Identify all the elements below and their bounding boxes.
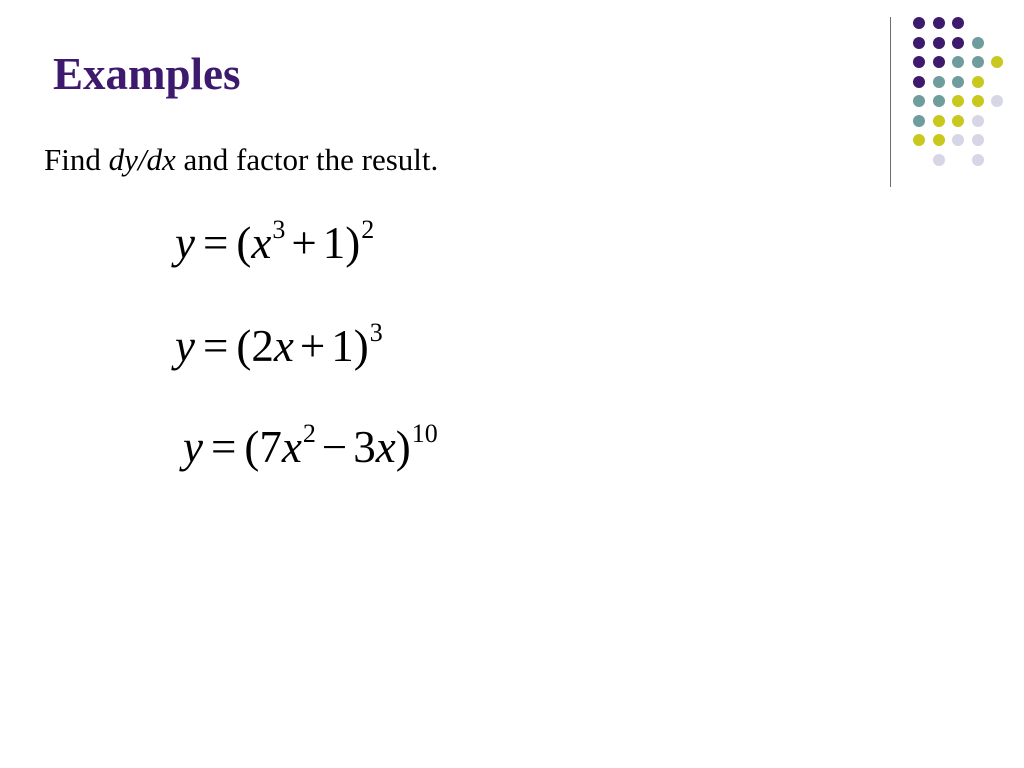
decorative-dot bbox=[952, 76, 964, 88]
eq2-operator: + bbox=[299, 321, 326, 371]
eq3-var-exponent: 2 bbox=[302, 419, 316, 448]
equation-3 bbox=[183, 419, 438, 472]
equation-2 bbox=[175, 318, 383, 371]
decorative-dot bbox=[933, 134, 945, 146]
instruction-after: and factor the result. bbox=[175, 142, 439, 177]
eq1-lhs: y bbox=[175, 218, 195, 268]
instruction-before: Find bbox=[44, 142, 109, 177]
decorative-dot bbox=[972, 37, 984, 49]
decorative-dot bbox=[933, 76, 945, 88]
decorative-dot bbox=[933, 95, 945, 107]
eq3-outer-exponent: 10 bbox=[411, 419, 438, 448]
decorative-dot bbox=[972, 56, 984, 68]
eq3-lhs: y bbox=[183, 422, 203, 472]
eq3-equals: = bbox=[210, 422, 237, 472]
eq3-open-paren: ( bbox=[244, 422, 260, 472]
slide-title: Examples bbox=[53, 49, 241, 99]
decorative-dot bbox=[913, 56, 925, 68]
decorative-dot bbox=[952, 17, 964, 29]
decorative-dot bbox=[952, 37, 964, 49]
decorative-dot bbox=[933, 154, 945, 166]
eq3-coef: 7 bbox=[259, 422, 282, 472]
decorative-dot bbox=[933, 56, 945, 68]
decorative-dot bbox=[913, 76, 925, 88]
decorative-dot bbox=[913, 37, 925, 49]
decorative-dot bbox=[952, 56, 964, 68]
eq3-operator: − bbox=[321, 422, 348, 472]
eq2-close-paren: ) bbox=[353, 321, 369, 371]
decorative-dot bbox=[972, 115, 984, 127]
eq1-open-paren: ( bbox=[236, 218, 252, 268]
eq1-var: x bbox=[251, 218, 272, 268]
eq1-var-exponent: 3 bbox=[272, 215, 286, 244]
vertical-divider bbox=[890, 17, 891, 187]
eq2-term: 1 bbox=[331, 321, 354, 371]
eq2-open-paren: ( bbox=[236, 321, 252, 371]
decorative-dot bbox=[913, 95, 925, 107]
decorative-dot bbox=[913, 115, 925, 127]
decorative-dot bbox=[913, 17, 925, 29]
decorative-dot bbox=[991, 95, 1003, 107]
eq2-outer-exponent: 3 bbox=[369, 318, 383, 347]
decorative-dot bbox=[972, 154, 984, 166]
eq2-equals: = bbox=[202, 321, 229, 371]
instruction-emphasis: dy/dx bbox=[108, 142, 176, 177]
decorative-dot bbox=[933, 37, 945, 49]
equation-1 bbox=[175, 215, 375, 268]
decorative-dot bbox=[972, 76, 984, 88]
decorative-dot bbox=[972, 134, 984, 146]
decorative-dot bbox=[952, 134, 964, 146]
decorative-dot bbox=[933, 115, 945, 127]
decorative-dot bbox=[952, 95, 964, 107]
eq3-coef2: 3 bbox=[353, 422, 376, 472]
eq2-coef: 2 bbox=[251, 321, 274, 371]
eq1-operator: + bbox=[291, 218, 317, 268]
eq1-term: 1 bbox=[322, 218, 346, 268]
decorative-dot bbox=[913, 134, 925, 146]
eq1-close-paren: ) bbox=[345, 218, 361, 268]
instruction-text bbox=[44, 141, 438, 178]
decorative-dot bbox=[991, 56, 1003, 68]
decorative-dot bbox=[952, 115, 964, 127]
eq3-var2: x bbox=[375, 422, 396, 472]
eq1-outer-exponent: 2 bbox=[361, 215, 375, 244]
eq2-var: x bbox=[273, 321, 294, 371]
eq3-var: x bbox=[281, 422, 302, 472]
decorative-dot bbox=[933, 17, 945, 29]
eq1-equals: = bbox=[202, 218, 229, 268]
decorative-dot bbox=[972, 95, 984, 107]
eq3-close-paren: ) bbox=[395, 422, 411, 472]
eq2-lhs: y bbox=[175, 321, 195, 371]
